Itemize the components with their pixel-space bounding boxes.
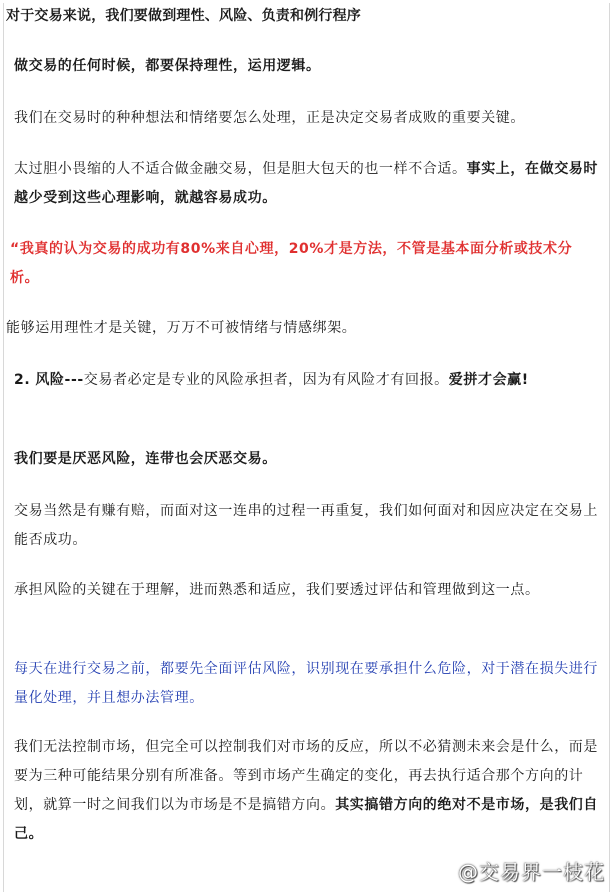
risk-normal-text: 交易者必定是专业的风险承担者，因为有风险才有回报。 — [83, 372, 449, 388]
paragraph-rational: 做交易的任何时候，都要保持理性，运用逻辑。 — [14, 58, 321, 74]
risk-bold-text: 爱拼才会赢! — [448, 372, 529, 388]
risk-number: 2. — [14, 372, 31, 388]
quote-paragraph — [10, 235, 601, 293]
psychology-normal-text: 太过胆小畏缩的人不适合做金融交易，但是胆大包天的也一样不合适。 — [14, 161, 467, 177]
risk-label: 风险--- — [35, 372, 84, 388]
paragraph-emotions: 我们在交易时的种种想法和情绪要怎么处理，正是决定交易者成败的重要关键。 — [14, 110, 525, 126]
market-bold-text: 其实搞错方向的绝对不是市场，是我们自己。 — [14, 797, 599, 842]
psychology-bold-text: 事实上，在做交易时越少受到这些心理影响，就越容易成功。 — [14, 161, 599, 206]
paragraph-win-lose: 交易当然是有赚有赔，而面对这一连串的过程一再重复，我们如何面对和因应决定在交易上能否成功。 — [14, 503, 598, 548]
watermark: @交易界一枝花 — [458, 860, 605, 884]
quote-mark: “ — [10, 241, 20, 257]
quote-text: 我真的认为交易的成功有80%来自心理，20%才是方法，不管是基本面分析或技术分析。 — [10, 241, 573, 286]
paragraph-market-control — [14, 733, 601, 849]
paragraph-understanding: 承担风险的关键在于理解，进而熟悉和适应，我们要透过评估和管理做到这一点。 — [14, 582, 540, 598]
paragraph-daily-assessment: 每天在进行交易之前，都要先全面评估风险，识别现在要承担什么危险，对于潜在损失进行量化处理，并且想办法管理。 — [14, 661, 598, 706]
paragraph-risk-aversion: 我们要是厌恶风险，连带也会厌恶交易。 — [14, 451, 277, 467]
paragraph-psychology — [14, 155, 601, 213]
paragraph-reason-key: 能够运用理性才是关键，万万不可被情绪与情感绑架。 — [6, 320, 357, 336]
paragraph-risk — [14, 366, 601, 395]
market-normal-text: 我们无法控制市场，但完全可以控制我们对市场的反应，所以不必猜测未来会是什么，而是要为三种可能结果分别有所准备。等到市场产生确定的变化，再去执行适合那个方向的计划，就算一时之间我们以为市场是不是搞错方向。 — [14, 739, 598, 813]
heading: 对于交易来说，我们要做到理性、风险、负责和例行程序 — [6, 8, 361, 24]
